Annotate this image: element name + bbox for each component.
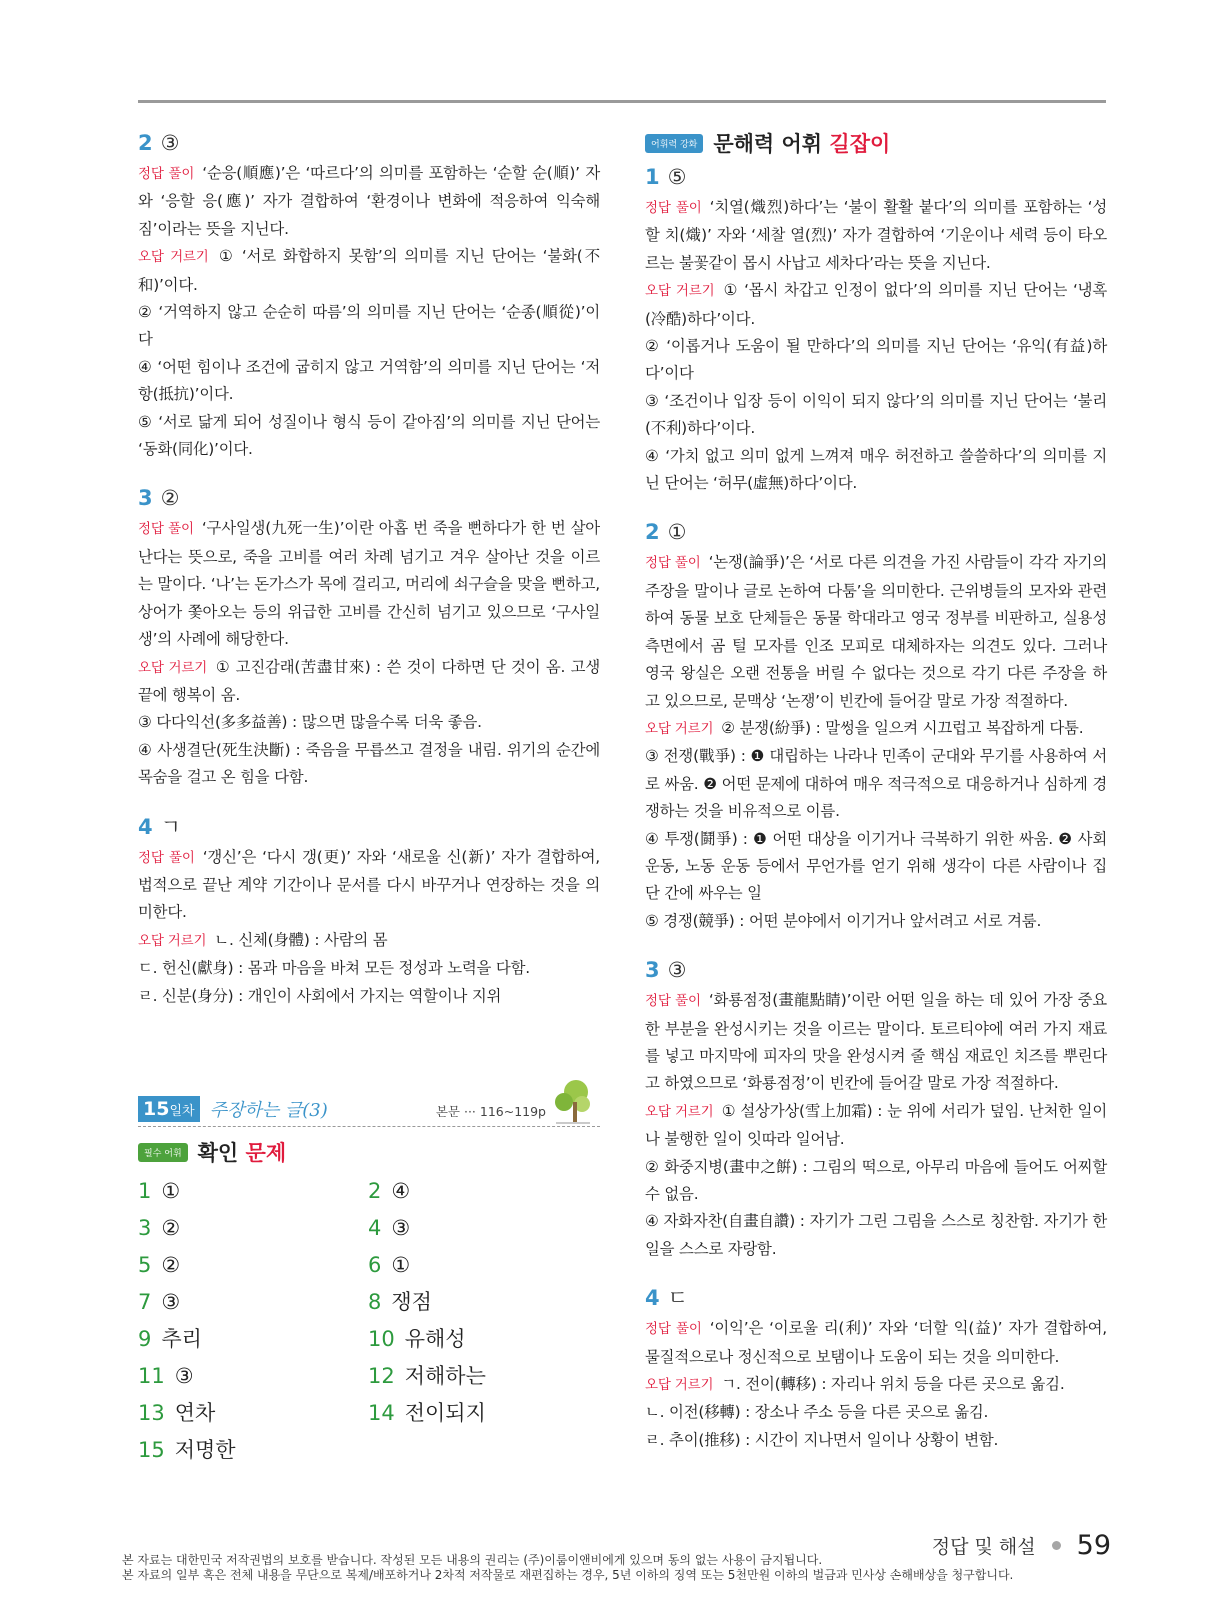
confirm-heading — [198, 1137, 286, 1167]
answer-value: ② — [161, 1216, 181, 1240]
answer-value: 저명한 — [174, 1438, 236, 1462]
day-unit: 일차 — [169, 1104, 195, 1119]
answer-value: 쟁점 — [391, 1290, 432, 1314]
question-number: 1 — [645, 165, 660, 189]
left-q3 — [138, 483, 600, 791]
wrong-label: 오답 거르기 — [645, 720, 714, 737]
day-number: 15 — [143, 1098, 170, 1120]
explanation — [138, 160, 600, 243]
essential-tag: 필수 어휘 — [138, 1143, 188, 1162]
answer-number: 10 — [368, 1327, 395, 1351]
question-header — [138, 128, 600, 158]
question-number: 3 — [138, 486, 153, 511]
right-section-title — [645, 128, 1107, 158]
question-header — [645, 955, 1107, 985]
answer-value: 추리 — [161, 1327, 202, 1351]
answer-number: 12 — [368, 1364, 395, 1388]
answer-value: 저해하는 — [404, 1364, 486, 1388]
explain-text: ‘화룡점정(畫龍點睛)’이란 어떤 일을 하는 데 있어 가장 중요한 부분을 완성시키는 것을 이르는 말이다. 토르티야에 여러 가지 재료를 넣고 마지막에 피자의 맛을 완성시켜 줄 핵심 재료인 치즈를 뿌린다고 하였으므로 ‘화룡점정’이 빈칸에 들어갈 말로 가장 적절하다. — [645, 991, 1107, 1093]
explain-text: ‘이익’은 ‘이로울 리(利)’ 자와 ‘더할 익(益)’ 자가 결합하여, 물질적으로나 정신적으로 보탬이나 도움이 되는 것을 의미한다. — [645, 1319, 1107, 1366]
copyright-line: 본 자료의 일부 혹은 전체 내용을 무단으로 복제/배포하거나 2차적 저작물로 재편집하는 경우, 5년 이하의 징역 또는 5천만원 이하의 벌금과 민사상 손해배상을 청구합니다. — [122, 1568, 1014, 1582]
right-q1 — [645, 162, 1107, 497]
answer-value: 전이되지 — [404, 1401, 486, 1425]
answer-item — [138, 1288, 368, 1317]
answer-number: 5 — [138, 1253, 152, 1277]
explain-label: 정답 풀이 — [138, 849, 195, 866]
answer-number: 1 — [138, 1179, 152, 1203]
answer-number: 4 — [368, 1216, 382, 1240]
wrong-text: ① 고진감래(苦盡甘來) : 쓴 것이 다하면 단 것이 옴. 고생 끝에 행복이 옴. — [138, 657, 601, 704]
question-number: 2 — [138, 131, 153, 155]
explanation — [138, 515, 600, 653]
answer-item — [138, 1251, 368, 1280]
explain-text: ‘치열(熾烈)하다’는 ‘불이 활활 붙다’의 의미를 포함하는 ‘성할 치(熾)’ 자와 ‘세찰 열(烈)’ 자가 결합하여 ‘기운이나 세력 등이 타오르는 불꽃같이 몹시 사납고 세차다’라는 뜻을 지닌다. — [645, 198, 1107, 272]
copyright-line: 본 자료는 대한민국 저작권법의 보호를 받습니다. 작성된 모든 내용의 권리는 (주)이룸이앤비에게 있으며 동의 없는 사용이 금지됩니다. — [122, 1553, 823, 1567]
wrong-label: 오답 거르기 — [138, 659, 208, 676]
question-header — [645, 517, 1107, 547]
wrong-option: ④ 사생결단(死生決斷) : 죽음을 무릅쓰고 결정을 내림. 위기의 순간에 목숨을 걸고 온 힘을 다함. — [138, 740, 600, 787]
answer-item — [368, 1214, 598, 1243]
wrong-label: 오답 거르기 — [645, 1103, 714, 1120]
answer-item — [138, 1362, 368, 1391]
answer-value: ③ — [174, 1364, 194, 1388]
question-header — [645, 162, 1107, 192]
answer-item — [368, 1362, 598, 1391]
answer-number: 15 — [138, 1438, 165, 1462]
bullet-icon — [1052, 1541, 1061, 1550]
confirm-heading-b: 문제 — [245, 1141, 287, 1165]
explain-label: 정답 풀이 — [645, 993, 701, 1010]
answer-item — [368, 1399, 598, 1428]
wrong-option: ③ 다다익선(多多益善) : 많으면 많을수록 더욱 좋음. — [138, 713, 482, 732]
answer-number: 2 — [368, 1179, 382, 1203]
wrong-text: ㄴ. 신체(身體) : 사람의 몸 — [214, 930, 388, 949]
explanation — [645, 549, 1107, 714]
day-section — [138, 1080, 600, 1465]
explain-text: ‘순응(順應)’은 ‘따르다’의 의미를 포함하는 ‘순할 순(順)’ 자와 ‘응할 응(應)’ 자가 결합하여 ‘환경이나 변화에 적응하여 익숙해짐’이라는 뜻을 지닌다. — [138, 164, 600, 238]
confirm-title — [138, 1137, 600, 1167]
question-answer: ② — [160, 486, 180, 511]
answer-number: 14 — [368, 1401, 395, 1425]
wrong-label: 오답 거르기 — [645, 1377, 714, 1394]
question-answer: ⑤ — [667, 165, 687, 189]
answer-item — [138, 1214, 368, 1243]
answer-item — [368, 1177, 598, 1206]
question-number: 3 — [645, 958, 660, 983]
answer-item — [138, 1436, 368, 1465]
explanation — [138, 844, 600, 927]
wrong-label: 오답 거르기 — [138, 932, 207, 949]
wrong-option: ② ‘이롭거나 도움이 될 만하다’의 의미를 지닌 단어는 ‘유익(有益)하다’이다 — [645, 337, 1107, 383]
question-header — [138, 483, 600, 513]
answer-value: ① — [161, 1179, 181, 1203]
answer-number: 11 — [138, 1364, 165, 1388]
wrong-option: ⑤ 경쟁(競爭) : 어떤 분야에서 이기거나 앞서려고 서로 겨룸. — [645, 911, 1042, 930]
explain-label: 정답 풀이 — [645, 200, 702, 216]
explanation — [645, 1315, 1107, 1371]
answer-number: 3 — [138, 1216, 152, 1240]
wrong-option: ④ 투쟁(鬪爭) : ❶ 어떤 대상을 이기거나 극복하기 위한 싸움. ❷ 사회 운동, 노동 운동 등에서 무언가를 얻기 위해 생각이 다른 사람이나 집단 간에 싸우는 일 — [645, 829, 1107, 903]
wrong-option: ③ 전쟁(戰爭) : ❶ 대립하는 나라나 민족이 군대와 무기를 사용하여 서로 싸움. ❷ 어떤 문제에 대하여 매우 적극적으로 대응하거나 심하게 경쟁하는 것을 비유적으로 이름. — [645, 747, 1107, 821]
wrong-option — [645, 1371, 1107, 1399]
answer-item — [368, 1288, 598, 1317]
explanation — [645, 194, 1107, 277]
wrong-option: ② ‘거역하지 않고 순순히 따름’의 의미를 지닌 단어는 ‘순종(順從)’이다 — [138, 303, 600, 349]
wrong-option: ㄹ. 추이(推移) : 시간이 지나면서 일이나 상황이 변함. — [645, 1430, 999, 1449]
answer-value: ③ — [161, 1290, 181, 1314]
right-heading-b: 길잡이 — [829, 132, 891, 156]
wrong-text: ① 설상가상(雪上加霜) : 눈 위에 서리가 덮임. 난처한 일이나 불행한 일이 잇따라 일어남. — [645, 1101, 1108, 1149]
answer-number: 6 — [368, 1253, 382, 1277]
wrong-option: ④ ‘어떤 힘이나 조건에 굽히지 않고 거역함’의 의미를 지닌 단어는 ‘저항(抵抗)’이다. — [138, 357, 600, 404]
wrong-option — [138, 243, 600, 299]
explain-text: ‘갱신’은 ‘다시 갱(更)’ 자와 ‘새로울 신(新)’ 자가 결합하여, 법적으로 끝난 계약 기간이나 문서를 다시 바꾸거나 연장하는 것을 의미한다. — [138, 847, 600, 922]
right-heading — [713, 128, 890, 158]
wrong-option: ⑤ ‘서로 닮게 되어 성질이나 형식 등이 같아짐’의 의미를 지닌 단어는 ‘동화(同化)’이다. — [138, 412, 600, 459]
answer-value: ④ — [391, 1179, 411, 1203]
wrong-option — [645, 715, 1107, 743]
answer-item — [138, 1399, 368, 1428]
question-answer: ③ — [667, 958, 687, 983]
wrong-label: 오답 거르기 — [138, 249, 209, 266]
wrong-option — [645, 277, 1107, 333]
day-header — [138, 1080, 600, 1127]
answer-number: 8 — [368, 1290, 382, 1314]
explanation — [645, 987, 1107, 1098]
question-number: 2 — [645, 520, 660, 545]
question-header — [645, 1283, 1107, 1313]
wrong-text: ① ‘몹시 차갑고 인정이 없다’의 의미를 지닌 단어는 ‘냉혹(冷酷)하다’이다. — [645, 281, 1107, 328]
wrong-option — [138, 654, 600, 710]
answer-item — [368, 1251, 598, 1280]
day-badge — [138, 1096, 200, 1122]
answer-number: 7 — [138, 1290, 152, 1314]
footer-section: 정답 및 해설 — [931, 1536, 1036, 1558]
explain-label: 정답 풀이 — [645, 555, 701, 572]
wrong-option — [138, 927, 600, 955]
answer-value: ② — [161, 1253, 181, 1277]
wrong-option: ④ 자화자찬(自畫自讚) : 자기가 그린 그림을 스스로 칭찬함. 자기가 한 일을 스스로 자랑함. — [645, 1212, 1107, 1258]
answer-item — [138, 1325, 368, 1354]
page-reference: 본문 ··· 116~119p — [435, 1104, 546, 1119]
right-q3 — [645, 955, 1107, 1263]
question-header — [138, 812, 600, 842]
answer-number: 13 — [138, 1401, 165, 1425]
wrong-option: ④ ‘가치 없고 의미 없게 느껴져 매우 허전하고 쓸쓸하다’의 의미를 지닌 단어는 ‘허무(虛無)하다’이다. — [645, 446, 1107, 493]
wrong-text: ① ‘서로 화합하지 못함’의 의미를 지닌 단어는 ‘불화(不和)’이다. — [138, 247, 601, 294]
question-number: 4 — [645, 1286, 660, 1311]
confirm-heading-a: 확인 — [197, 1141, 246, 1165]
day-title: 주장하는 글(3) — [209, 1100, 328, 1121]
wrong-option: ③ ‘조건이나 입장 등이 이익이 되지 않다’의 의미를 지닌 단어는 ‘불리(不利)하다’이다. — [645, 391, 1107, 438]
right-q4 — [645, 1283, 1107, 1454]
wrong-text: ㄱ. 전이(轉移) : 자리나 위치 등을 다른 곳으로 옮김. — [721, 1375, 1065, 1394]
left-q2 — [138, 128, 600, 463]
wrong-option — [645, 1098, 1107, 1154]
wrong-option: ㄷ. 헌신(獻身) : 몸과 마음을 바쳐 모든 정성과 노력을 다함. — [138, 959, 530, 978]
right-heading-a: 문해력 어휘 — [713, 132, 830, 156]
wrong-text: ② 분쟁(紛爭) : 말썽을 일으켜 시끄럽고 복잡하게 다툼. — [721, 718, 1084, 737]
wrong-option: ㄴ. 이전(移轉) : 장소나 주소 등을 다른 곳으로 옮김. — [645, 1403, 989, 1422]
answer-value: 유해성 — [404, 1327, 466, 1351]
left-q4 — [138, 812, 600, 1010]
answer-item — [138, 1177, 368, 1206]
explain-label: 정답 풀이 — [138, 521, 194, 538]
question-answer: ㄱ — [160, 814, 181, 839]
top-rule — [138, 100, 1106, 103]
copyright-notice — [122, 1553, 1122, 1583]
tree-icon — [552, 1078, 592, 1124]
question-answer: ① — [667, 520, 687, 545]
wrong-option: ㄹ. 신분(身分) : 개인이 사회에서 가지는 역할이나 지위 — [138, 986, 502, 1005]
left-column — [138, 128, 600, 1030]
right-column — [645, 128, 1107, 1474]
question-number: 4 — [138, 814, 153, 839]
answer-grid — [138, 1177, 600, 1465]
answer-value: ① — [391, 1253, 411, 1277]
answer-number: 9 — [138, 1327, 152, 1351]
answer-value: ③ — [391, 1216, 411, 1240]
vocab-tag: 어휘력 강화 — [645, 134, 703, 153]
answer-item — [368, 1325, 598, 1354]
wrong-label: 오답 거르기 — [645, 283, 715, 300]
answer-value: 연차 — [174, 1401, 216, 1425]
explain-text: ‘구사일생(九死一生)’이란 아홉 번 죽을 뻔하다가 한 번 살아난다는 뜻으로, 죽을 고비를 여러 차례 넘기고 겨우 살아난 것을 이르는 말이다. ‘나’는 돈가스가 목에 걸리고, 머리에 쇠구슬을 맞을 뻔하고, 상어가 쫓아오는 등의 위급한 고비를 간신히 넘기고 있으므로 ‘구사일생’의 사례에 해당한다. — [138, 519, 600, 649]
explain-text: ‘논쟁(論爭)’은 ‘서로 다른 의견을 가진 사람들이 각각 자기의 주장을 말이나 글로 논하여 다툼’을 의미한다. 근위병들의 모자와 관련하여 동물 보호 단체들은 동물 학대라고 영국 정부를 비판하고, 실용성 측면에서 곰 털 모자를 인조 모피로 대체하자는 의견도 있다. 그러나 영국 왕실은 오랜 전통을 버릴 수 없다는 것으로 각기 다른 주장을 하고 있으므로, 문맥상 ‘논쟁’이 빈칸에 들어갈 말로 가장 적절하다. — [645, 553, 1107, 710]
question-answer: ㄷ — [667, 1286, 688, 1311]
question-answer: ③ — [160, 131, 180, 155]
explain-label: 정답 풀이 — [138, 166, 195, 182]
wrong-option: ② 화중지병(畫中之餠) : 그림의 떡으로, 아무리 마음에 들어도 어찌할 수 없음. — [645, 1157, 1107, 1203]
page-number: 59 — [1076, 1530, 1111, 1561]
explain-label: 정답 풀이 — [645, 1321, 702, 1338]
right-q2 — [645, 517, 1107, 935]
